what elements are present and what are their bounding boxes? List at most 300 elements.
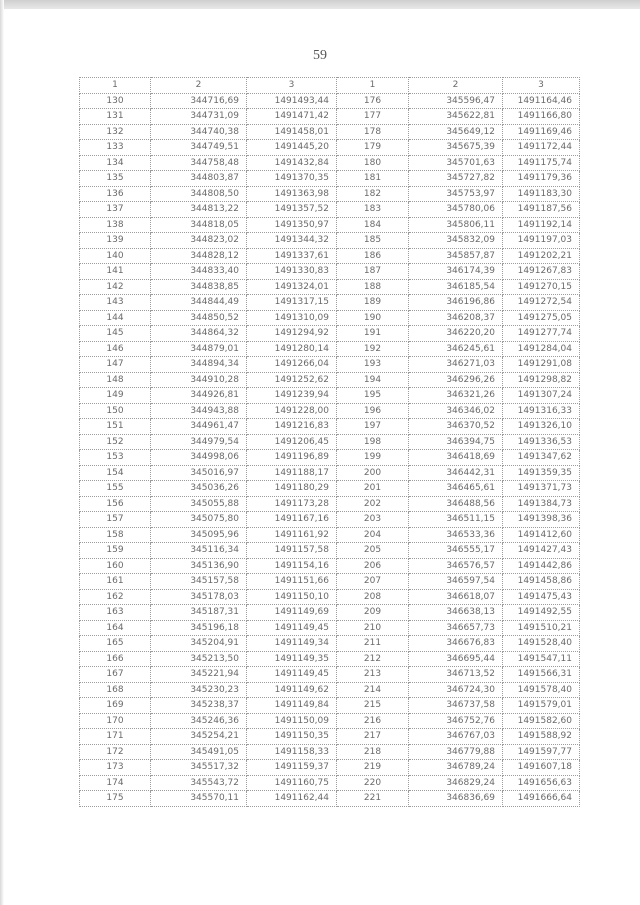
cell-point-number-2: 196 [337,403,409,419]
cell-y-coordinate-2: 1491166,80 [503,109,580,125]
cell-x-coordinate-2: 346533,36 [409,527,503,543]
cell-y-coordinate-2: 1491442,86 [503,558,580,574]
cell-x-coordinate-2: 345675,39 [409,140,503,156]
cell-point-number: 163 [80,605,151,621]
cell-y-coordinate: 1491150,09 [247,713,337,729]
cell-point-number: 155 [80,481,151,497]
scan-edge-top [0,0,640,9]
cell-point-number-2: 211 [337,636,409,652]
cell-y-coordinate-2: 1491316,33 [503,403,580,419]
cell-x-coordinate: 345196,18 [151,620,247,636]
table-row [80,744,580,760]
table-header-row [80,78,580,94]
cell-y-coordinate: 1491252,62 [247,372,337,388]
cell-point-number: 147 [80,357,151,373]
cell-y-coordinate: 1491493,44 [247,93,337,109]
cell-y-coordinate-2: 1491175,74 [503,155,580,171]
table-row [80,93,580,109]
cell-x-coordinate-2: 346724,30 [409,682,503,698]
cell-y-coordinate: 1491149,45 [247,620,337,636]
cell-point-number-2: 218 [337,744,409,760]
cell-x-coordinate: 345016,97 [151,465,247,481]
cell-point-number-2: 214 [337,682,409,698]
cell-y-coordinate: 1491149,45 [247,667,337,683]
cell-y-coordinate-2: 1491326,10 [503,419,580,435]
cell-point-number-2: 184 [337,217,409,233]
cell-point-number-2: 177 [337,109,409,125]
cell-y-coordinate: 1491158,33 [247,744,337,760]
cell-point-number-2: 180 [337,155,409,171]
cell-y-coordinate: 1491162,44 [247,791,337,807]
cell-x-coordinate-2: 346638,13 [409,605,503,621]
cell-point-number: 158 [80,527,151,543]
cell-y-coordinate-2: 1491347,62 [503,450,580,466]
cell-y-coordinate: 1491173,28 [247,496,337,512]
cell-x-coordinate: 344894,34 [151,357,247,373]
cell-x-coordinate-2: 346836,69 [409,791,503,807]
cell-x-coordinate: 344758,48 [151,155,247,171]
cell-point-number: 140 [80,248,151,264]
cell-point-number-2: 182 [337,186,409,202]
cell-point-number: 153 [80,450,151,466]
cell-point-number-2: 193 [337,357,409,373]
table-row [80,775,580,791]
cell-x-coordinate: 344926,81 [151,388,247,404]
cell-point-number: 161 [80,574,151,590]
cell-point-number: 170 [80,713,151,729]
cell-y-coordinate-2: 1491192,14 [503,217,580,233]
cell-y-coordinate: 1491471,42 [247,109,337,125]
cell-x-coordinate: 344998,06 [151,450,247,466]
cell-x-coordinate-2: 346370,52 [409,419,503,435]
table-row [80,264,580,280]
cell-point-number: 137 [80,202,151,218]
page-number: 59 [313,48,327,63]
cell-point-number-2: 202 [337,496,409,512]
cell-point-number-2: 186 [337,248,409,264]
cell-y-coordinate-2: 1491510,21 [503,620,580,636]
cell-point-number: 133 [80,140,151,156]
cell-x-coordinate: 345036,26 [151,481,247,497]
cell-point-number: 162 [80,589,151,605]
cell-y-coordinate-2: 1491169,46 [503,124,580,140]
cell-point-number: 135 [80,171,151,187]
cell-x-coordinate-2: 346442,31 [409,465,503,481]
cell-point-number-2: 209 [337,605,409,621]
cell-y-coordinate-2: 1491579,01 [503,698,580,714]
cell-x-coordinate: 344828,12 [151,248,247,264]
cell-y-coordinate-2: 1491291,08 [503,357,580,373]
cell-point-number-2: 203 [337,512,409,528]
cell-y-coordinate: 1491445,20 [247,140,337,156]
table-row [80,171,580,187]
cell-y-coordinate: 1491159,37 [247,760,337,776]
cell-point-number: 166 [80,651,151,667]
table-row [80,295,580,311]
table-row [80,326,580,342]
cell-x-coordinate: 345204,91 [151,636,247,652]
cell-x-coordinate: 345254,21 [151,729,247,745]
cell-x-coordinate-2: 345780,06 [409,202,503,218]
cell-point-number-2: 204 [337,527,409,543]
coordinates-table [79,77,580,807]
cell-y-coordinate-2: 1491412,60 [503,527,580,543]
cell-x-coordinate-2: 345857,87 [409,248,503,264]
cell-x-coordinate-2: 346346,02 [409,403,503,419]
cell-y-coordinate-2: 1491202,21 [503,248,580,264]
table-row [80,434,580,450]
cell-point-number-2: 221 [337,791,409,807]
cell-point-number: 136 [80,186,151,202]
cell-point-number-2: 176 [337,93,409,109]
cell-y-coordinate-2: 1491582,60 [503,713,580,729]
cell-x-coordinate-2: 346779,88 [409,744,503,760]
cell-y-coordinate: 1491239,94 [247,388,337,404]
cell-y-coordinate: 1491149,35 [247,651,337,667]
cell-x-coordinate: 344813,22 [151,202,247,218]
cell-x-coordinate-2: 345701,63 [409,155,503,171]
cell-point-number-2: 216 [337,713,409,729]
table-row [80,791,580,807]
cell-x-coordinate-2: 346488,56 [409,496,503,512]
cell-x-coordinate: 344838,85 [151,279,247,295]
cell-point-number: 164 [80,620,151,636]
cell-y-coordinate-2: 1491371,73 [503,481,580,497]
table-row [80,217,580,233]
cell-y-coordinate-2: 1491187,56 [503,202,580,218]
cell-point-number-2: 185 [337,233,409,249]
cell-x-coordinate-2: 346789,24 [409,760,503,776]
cell-x-coordinate: 344943,88 [151,403,247,419]
table-row [80,419,580,435]
cell-y-coordinate-2: 1491172,44 [503,140,580,156]
cell-x-coordinate-2: 346245,61 [409,341,503,357]
cell-point-number: 157 [80,512,151,528]
cell-y-coordinate: 1491363,98 [247,186,337,202]
cell-point-number: 159 [80,543,151,559]
cell-y-coordinate-2: 1491336,53 [503,434,580,450]
cell-x-coordinate: 345230,23 [151,682,247,698]
cell-y-coordinate-2: 1491197,03 [503,233,580,249]
cell-y-coordinate-2: 1491547,11 [503,651,580,667]
table-row [80,450,580,466]
cell-point-number: 169 [80,698,151,714]
cell-x-coordinate: 344850,52 [151,310,247,326]
table-row [80,155,580,171]
cell-point-number: 131 [80,109,151,125]
cell-y-coordinate: 1491151,66 [247,574,337,590]
cell-point-number: 168 [80,682,151,698]
cell-point-number: 151 [80,419,151,435]
cell-point-number-2: 210 [337,620,409,636]
cell-y-coordinate: 1491167,16 [247,512,337,528]
cell-y-coordinate-2: 1491528,40 [503,636,580,652]
table-row [80,403,580,419]
cell-point-number: 145 [80,326,151,342]
cell-y-coordinate: 1491161,92 [247,527,337,543]
cell-point-number: 160 [80,558,151,574]
cell-point-number: 174 [80,775,151,791]
table-row [80,109,580,125]
cell-x-coordinate-2: 346321,26 [409,388,503,404]
cell-x-coordinate-2: 346597,54 [409,574,503,590]
cell-x-coordinate-2: 346465,61 [409,481,503,497]
cell-y-coordinate-2: 1491578,40 [503,682,580,698]
cell-point-number-2: 195 [337,388,409,404]
cell-y-coordinate-2: 1491666,64 [503,791,580,807]
cell-point-number: 154 [80,465,151,481]
cell-y-coordinate: 1491180,29 [247,481,337,497]
cell-x-coordinate: 344844,49 [151,295,247,311]
table-row [80,729,580,745]
cell-point-number-2: 179 [337,140,409,156]
cell-y-coordinate: 1491330,83 [247,264,337,280]
table-row [80,248,580,264]
cell-y-coordinate: 1491280,14 [247,341,337,357]
table-row [80,589,580,605]
table-row [80,140,580,156]
cell-y-coordinate-2: 1491427,43 [503,543,580,559]
table-row [80,310,580,326]
table-body [80,93,580,806]
cell-x-coordinate-2: 346271,03 [409,357,503,373]
cell-point-number-2: 205 [337,543,409,559]
table-row [80,341,580,357]
table-row [80,574,580,590]
cell-x-coordinate: 345187,31 [151,605,247,621]
table-row [80,543,580,559]
cell-x-coordinate: 344833,40 [151,264,247,280]
cell-y-coordinate: 1491149,62 [247,682,337,698]
cell-y-coordinate-2: 1491492,55 [503,605,580,621]
cell-x-coordinate: 345570,11 [151,791,247,807]
table-row [80,760,580,776]
cell-point-number: 156 [80,496,151,512]
cell-point-number: 149 [80,388,151,404]
cell-point-number-2: 201 [337,481,409,497]
cell-y-coordinate: 1491188,17 [247,465,337,481]
cell-point-number-2: 197 [337,419,409,435]
cell-y-coordinate: 1491310,09 [247,310,337,326]
cell-y-coordinate-2: 1491656,63 [503,775,580,791]
cell-y-coordinate-2: 1491475,43 [503,589,580,605]
cell-x-coordinate-2: 345806,11 [409,217,503,233]
cell-point-number: 138 [80,217,151,233]
cell-y-coordinate-2: 1491588,92 [503,729,580,745]
table-row [80,233,580,249]
cell-point-number: 175 [80,791,151,807]
cell-x-coordinate-2: 346752,76 [409,713,503,729]
table-row [80,667,580,683]
cell-point-number-2: 183 [337,202,409,218]
header-y-coordinate: 3 [247,78,337,94]
cell-y-coordinate: 1491344,32 [247,233,337,249]
cell-point-number-2: 189 [337,295,409,311]
cell-y-coordinate: 1491216,83 [247,419,337,435]
cell-y-coordinate: 1491149,84 [247,698,337,714]
cell-point-number-2: 220 [337,775,409,791]
cell-x-coordinate: 344879,01 [151,341,247,357]
cell-x-coordinate: 345517,32 [151,760,247,776]
table-row [80,512,580,528]
cell-point-number-2: 194 [337,372,409,388]
cell-x-coordinate: 345055,88 [151,496,247,512]
cell-x-coordinate-2: 345649,12 [409,124,503,140]
cell-x-coordinate-2: 346296,26 [409,372,503,388]
cell-x-coordinate: 345095,96 [151,527,247,543]
cell-y-coordinate: 1491160,75 [247,775,337,791]
cell-point-number-2: 191 [337,326,409,342]
cell-y-coordinate: 1491150,10 [247,589,337,605]
cell-y-coordinate: 1491432,84 [247,155,337,171]
cell-y-coordinate: 1491458,01 [247,124,337,140]
cell-y-coordinate: 1491149,34 [247,636,337,652]
cell-x-coordinate-2: 346676,83 [409,636,503,652]
cell-y-coordinate: 1491324,01 [247,279,337,295]
cell-x-coordinate: 345238,37 [151,698,247,714]
cell-y-coordinate-2: 1491179,36 [503,171,580,187]
cell-point-number-2: 181 [337,171,409,187]
table-row [80,558,580,574]
cell-point-number-2: 187 [337,264,409,280]
table-row [80,372,580,388]
cell-x-coordinate: 345136,90 [151,558,247,574]
cell-x-coordinate-2: 346208,37 [409,310,503,326]
cell-x-coordinate-2: 346174,39 [409,264,503,280]
header-point-number: 1 [80,78,151,94]
cell-x-coordinate: 345157,58 [151,574,247,590]
cell-x-coordinate: 344749,51 [151,140,247,156]
cell-x-coordinate: 344823,02 [151,233,247,249]
cell-point-number-2: 208 [337,589,409,605]
table-row [80,279,580,295]
cell-x-coordinate-2: 346713,52 [409,667,503,683]
cell-x-coordinate-2: 345832,09 [409,233,503,249]
cell-point-number-2: 192 [337,341,409,357]
cell-point-number-2: 200 [337,465,409,481]
cell-x-coordinate: 344864,32 [151,326,247,342]
cell-point-number: 146 [80,341,151,357]
cell-x-coordinate: 344803,87 [151,171,247,187]
cell-point-number-2: 199 [337,450,409,466]
cell-y-coordinate: 1491196,89 [247,450,337,466]
cell-x-coordinate: 345221,94 [151,667,247,683]
cell-x-coordinate-2: 346418,69 [409,450,503,466]
cell-y-coordinate: 1491149,69 [247,605,337,621]
header-x-coordinate-2: 2 [409,78,503,94]
cell-point-number: 134 [80,155,151,171]
cell-point-number: 172 [80,744,151,760]
cell-point-number-2: 212 [337,651,409,667]
header-point-number-2: 1 [337,78,409,94]
cell-point-number: 171 [80,729,151,745]
cell-x-coordinate: 344740,38 [151,124,247,140]
cell-y-coordinate-2: 1491607,18 [503,760,580,776]
table-row [80,605,580,621]
cell-x-coordinate-2: 346767,03 [409,729,503,745]
cell-y-coordinate-2: 1491183,30 [503,186,580,202]
table-row [80,527,580,543]
cell-x-coordinate: 344808,50 [151,186,247,202]
cell-point-number-2: 178 [337,124,409,140]
cell-y-coordinate: 1491266,04 [247,357,337,373]
cell-y-coordinate: 1491294,92 [247,326,337,342]
cell-point-number: 152 [80,434,151,450]
cell-y-coordinate-2: 1491267,83 [503,264,580,280]
cell-y-coordinate-2: 1491566,31 [503,667,580,683]
cell-x-coordinate: 345213,50 [151,651,247,667]
cell-x-coordinate-2: 346196,86 [409,295,503,311]
cell-point-number: 139 [80,233,151,249]
table-row [80,620,580,636]
table-row [80,636,580,652]
cell-y-coordinate: 1491154,16 [247,558,337,574]
table-row [80,124,580,140]
cell-x-coordinate-2: 346618,07 [409,589,503,605]
cell-x-coordinate-2: 346737,58 [409,698,503,714]
cell-y-coordinate: 1491337,61 [247,248,337,264]
cell-x-coordinate-2: 346829,24 [409,775,503,791]
cell-x-coordinate-2: 345753,97 [409,186,503,202]
cell-x-coordinate-2: 345596,47 [409,93,503,109]
cell-x-coordinate: 345491,05 [151,744,247,760]
cell-x-coordinate-2: 346220,20 [409,326,503,342]
cell-y-coordinate-2: 1491307,24 [503,388,580,404]
cell-point-number-2: 207 [337,574,409,590]
cell-x-coordinate-2: 345622,81 [409,109,503,125]
cell-x-coordinate: 345116,34 [151,543,247,559]
cell-y-coordinate: 1491206,45 [247,434,337,450]
cell-point-number-2: 206 [337,558,409,574]
cell-x-coordinate-2: 346695,44 [409,651,503,667]
table-row [80,388,580,404]
cell-y-coordinate-2: 1491284,04 [503,341,580,357]
cell-x-coordinate: 345178,03 [151,589,247,605]
cell-point-number: 142 [80,279,151,295]
cell-point-number-2: 215 [337,698,409,714]
cell-point-number-2: 213 [337,667,409,683]
cell-y-coordinate-2: 1491164,46 [503,93,580,109]
table-row [80,496,580,512]
cell-x-coordinate: 344818,05 [151,217,247,233]
cell-point-number-2: 217 [337,729,409,745]
cell-y-coordinate-2: 1491275,05 [503,310,580,326]
cell-point-number-2: 219 [337,760,409,776]
cell-x-coordinate-2: 346657,73 [409,620,503,636]
cell-x-coordinate-2: 346511,15 [409,512,503,528]
cell-y-coordinate-2: 1491398,36 [503,512,580,528]
cell-y-coordinate-2: 1491277,74 [503,326,580,342]
cell-y-coordinate: 1491228,00 [247,403,337,419]
table-row [80,202,580,218]
cell-x-coordinate-2: 345727,82 [409,171,503,187]
table-row [80,465,580,481]
cell-point-number: 130 [80,93,151,109]
cell-x-coordinate-2: 346185,54 [409,279,503,295]
cell-point-number: 132 [80,124,151,140]
cell-y-coordinate-2: 1491272,54 [503,295,580,311]
cell-point-number: 143 [80,295,151,311]
cell-x-coordinate: 344716,69 [151,93,247,109]
cell-point-number: 167 [80,667,151,683]
cell-x-coordinate: 344731,09 [151,109,247,125]
cell-x-coordinate: 344979,54 [151,434,247,450]
table-row [80,698,580,714]
cell-point-number-2: 190 [337,310,409,326]
cell-point-number: 165 [80,636,151,652]
cell-y-coordinate-2: 1491359,35 [503,465,580,481]
cell-point-number-2: 198 [337,434,409,450]
